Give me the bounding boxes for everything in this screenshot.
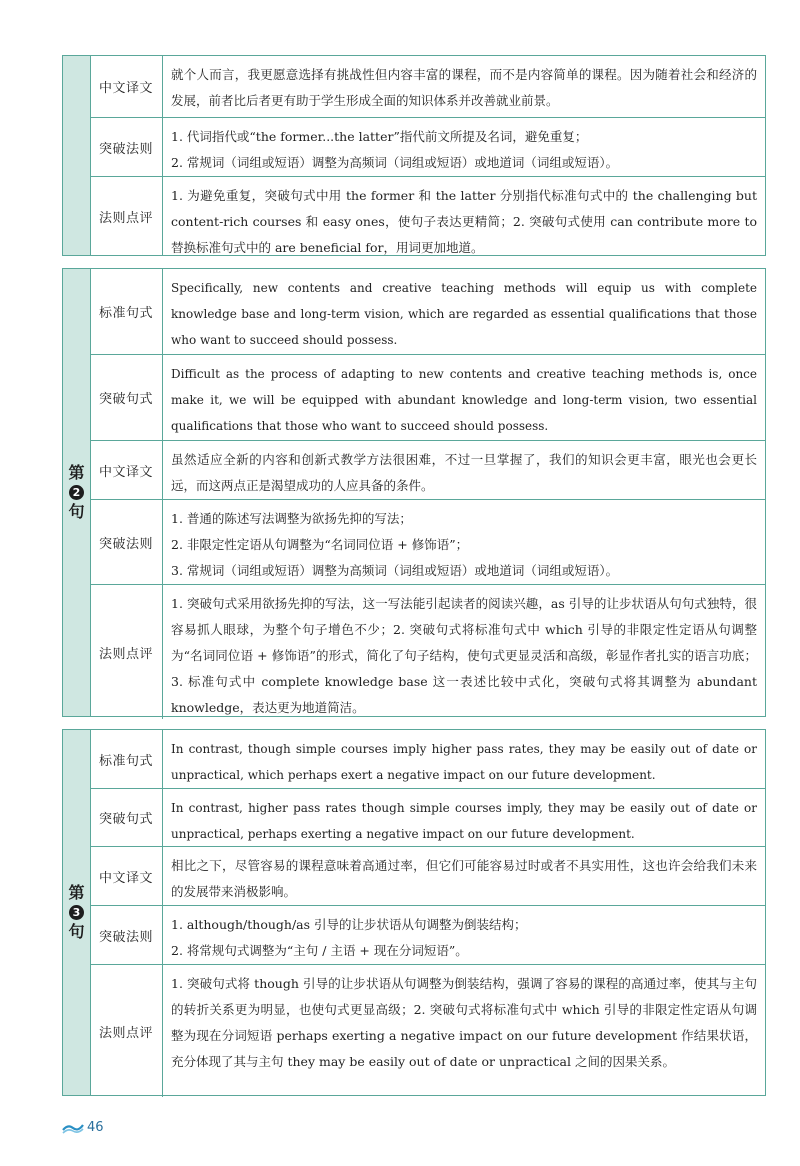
content-line: Specifically, new contents and creative teaching methods will equip us with complete knowledge base and long-term vision, which are regarded as essential qualifications that those who want to succeed should possess.: [171, 281, 757, 347]
row-content: [163, 441, 765, 499]
sentence-marker-prefix: 第: [68, 463, 85, 482]
content-line: 2. 常规词（词组或短语）调整为高频词（词组或短语）或地道词（词组或短语）。: [171, 155, 619, 170]
row-label: 中文译文: [90, 441, 163, 499]
page-number: 46: [87, 1120, 104, 1135]
content-line: 1. although/though/as 引导的让步状语从句调整为倒装结构；: [171, 917, 527, 932]
row-content: [163, 585, 765, 719]
page-footer: [62, 1120, 104, 1135]
row-standard-sentence: [90, 730, 765, 788]
row-breakthrough-sentence: [90, 354, 765, 440]
row-content: [163, 355, 765, 440]
row-label: 突破法则: [90, 906, 163, 964]
row-label: 突破法则: [90, 500, 163, 584]
block-sentence-3: [62, 729, 766, 1096]
row-rules: [90, 499, 765, 584]
row-content: [163, 177, 765, 256]
row-label: 标准句式: [90, 730, 163, 788]
row-rules: [90, 905, 765, 964]
sentence-marker-prefix: 第: [68, 883, 85, 902]
block-sentence-2: [62, 268, 766, 717]
sentence-number-badge: 2: [69, 485, 84, 500]
sentence-3-marker: [63, 730, 91, 1095]
row-label: 突破句式: [90, 355, 163, 440]
row-content: [163, 269, 765, 354]
row-content: [163, 56, 765, 117]
row-content: [163, 500, 765, 584]
content-line: 就个人而言，我更愿意选择有挑战性但内容丰富的课程，而不是内容简单的课程。因为随着社会和经济的发展，前者比后者更有助于学生形成全面的知识体系并改善就业前景。: [171, 67, 757, 108]
row-label: 中文译文: [90, 56, 163, 117]
block-sentence-1: [62, 55, 766, 256]
content-line: Difficult as the process of adapting to new contents and creative teaching methods is, once make it, we will be equipped with abundant knowledge and long-term vision, two essential qualifications that those who want to succeed should possess.: [171, 367, 757, 433]
row-content: [163, 730, 765, 788]
sentence-2-marker: [63, 269, 91, 716]
row-label: 中文译文: [90, 847, 163, 905]
content-line: 2. 将常规句式调整为“主句 / 主语 + 现在分词短语”。: [171, 943, 468, 958]
content-line: 1. 突破句式采用欲扬先抑的写法，这一写法能引起读者的阅读兴趣，as 引导的让步状语从句句式独特，很容易抓人眼球，为整个句子增色不少；2. 突破句式将标准句式中 which 引导的非限定性定语从句调整为“名词同位语 + 修饰语”的形式，简化了句子结构，使句式更显灵活和高级，彰显作者扎实的语言功底；3. 标准句式中 complete knowledge base 这一表述比较中式化，突破句式将其调整为 abundant knowledge，表达更为地道简洁。: [171, 596, 757, 715]
sentence-number-badge: 3: [69, 905, 84, 920]
book-wave-icon: [62, 1122, 84, 1134]
row-content: [163, 789, 765, 846]
row-comment: [90, 584, 765, 719]
content-line: 相比之下，尽管容易的课程意味着高通过率，但它们可能容易过时或者不具实用性，这也许会给我们未来的发展带来消极影响。: [171, 858, 757, 899]
block2-rows: [90, 269, 765, 719]
content-line: 1. 为避免重复，突破句式中用 the former 和 the latter 分别指代标准句式中的 the challenging but content-rich courses 和 easy ones，使句子表达更精简；2. 突破句式使用 can contribute more to 替换标准句式中的 are beneficial for，用词更加地道。: [171, 188, 757, 255]
row-label: 法则点评: [90, 177, 163, 256]
row-breakthrough-sentence: [90, 788, 765, 846]
row-translation: [90, 846, 765, 905]
content-line: In contrast, higher pass rates though simple courses imply, they may be easily out of date or unpractical, perhaps exerting a negative impact on our future development.: [171, 801, 757, 841]
block1-side-bar: [63, 56, 91, 255]
content-line: 1. 突破句式将 though 引导的让步状语从句调整为倒装结构，强调了容易的课程的高通过率，使其与主句的转折关系更为明显，也使句式更显高级；2. 突破句式将标准句式中 which 引导的非限定性定语从句调整为现在分词短语 perhaps exerting a negative impact on our future development 作结果状语，充分体现了其与主句 they may be easily out of date or unpractical 之间的因果关系。: [171, 976, 757, 1069]
content-line: 1. 代词指代或“the former...the latter”指代前文所提及名词，避免重复；: [171, 129, 588, 144]
row-translation: [90, 440, 765, 499]
row-content: [163, 118, 765, 176]
block3-rows: [90, 730, 765, 1097]
sentence-marker-suffix: 句: [68, 502, 85, 521]
content-line: In contrast, though simple courses imply higher pass rates, they may be easily out of date or unpractical, which perhaps exert a negative impact on our future development.: [171, 742, 757, 782]
row-content: [163, 965, 765, 1097]
content-line: 3. 常规词（词组或短语）调整为高频词（词组或短语）或地道词（词组或短语）。: [171, 563, 619, 578]
row-content: [163, 847, 765, 905]
content-line: 虽然适应全新的内容和创新式教学方法很困难，不过一旦掌握了，我们的知识会更丰富，眼光也会更长远，而这两点正是渴望成功的人应具备的条件。: [171, 452, 757, 493]
row-label: 法则点评: [90, 965, 163, 1097]
content-line: 2. 非限定性定语从句调整为“名词同位语 + 修饰语”；: [171, 537, 469, 552]
row-rules: [90, 117, 765, 176]
content-line: 1. 普通的陈述写法调整为欲扬先抑的写法；: [171, 511, 412, 526]
row-label: 突破法则: [90, 118, 163, 176]
block1-rows: [90, 56, 765, 256]
sentence-marker-suffix: 句: [68, 922, 85, 941]
row-comment: [90, 176, 765, 256]
row-translation: [90, 56, 765, 117]
row-label: 标准句式: [90, 269, 163, 354]
row-content: [163, 906, 765, 964]
row-standard-sentence: [90, 269, 765, 354]
row-label: 法则点评: [90, 585, 163, 719]
row-comment: [90, 964, 765, 1097]
row-label: 突破句式: [90, 789, 163, 846]
